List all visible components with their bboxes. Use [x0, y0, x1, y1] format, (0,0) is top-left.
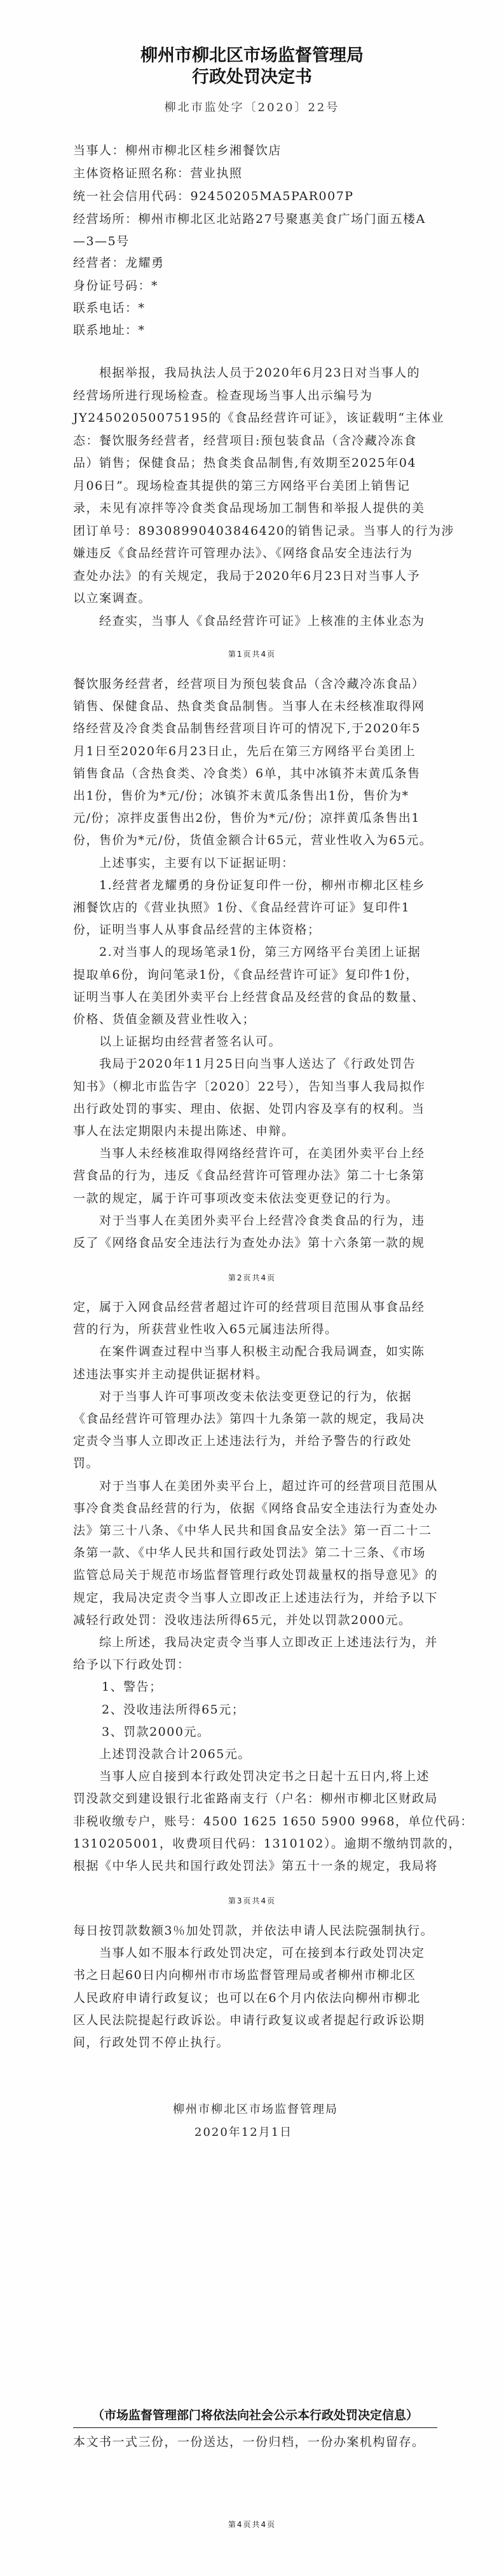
body-line: 定责令当事人立即改正上述违法行为，并给予警告的行政处 [73, 1434, 412, 1448]
party-field: 联系地址：* [73, 323, 146, 337]
body-line: 给予以下行政处罚： [73, 1658, 191, 1672]
body-line: 根据《中华人民共和国行政处罚法》第五十一条的规定，我局将 [73, 1859, 439, 1873]
body-line: 月06日”。现场检查其提供的第三方网络平台美团上销售记 [73, 479, 411, 493]
body-line: 态：餐饮服务经营者，经营项目:预包装食品（含冷藏冷冻食 [73, 434, 417, 448]
body-line: 份，售价为*元/份，货值金额合计65元，营业性收入为65元。 [73, 833, 433, 847]
page-footer-2: 第2页共4页 [228, 1273, 276, 1282]
body-line: 《食品经营许可管理办法》第四十九条第一款的规定，我局决 [73, 1412, 425, 1426]
body-line: 对于当事人在美团外卖平台上经营冷食类食品的行为，违 [99, 1214, 425, 1228]
body-line: 2.对当事人的现场笔录1份，第三方网络平台美团上证据 [99, 945, 421, 959]
body-line: 3、罚款2000元。 [102, 1725, 210, 1739]
signature-date: 2020年12月1日 [194, 2126, 293, 2139]
body-line: 区人民法院提起行政诉讼。申请行政复议或者提起行政诉讼期 [73, 2013, 425, 2027]
body-line: 录，未见有凉拌等冷食类食品现场加工制售和举报人提供的美 [73, 501, 425, 515]
copies-note: 本文书一式三份，一份送达，一份归档，一份办案机构留存。 [73, 2435, 425, 2449]
body-line: 销售食品（含热食类、冷食类）6单，其中冰镇芥末黄瓜条售 [73, 767, 421, 781]
body-line: 减轻行政处罚：没收违法所得65元，并处以罚款2000元。 [73, 1613, 412, 1627]
body-line: 根据举报，我局执法人员于2020年6月23日对当事人的 [99, 366, 421, 380]
body-line: 非税收缴专户，账号：4500 1625 1650 5900 9968，单位代码： [73, 1815, 473, 1828]
title-agency: 柳州市柳北区市场监督管理局 [140, 46, 364, 65]
body-line: 团订单号：89308990403846420的销售记录。当事人的行为涉 [73, 524, 455, 538]
body-line: 当事人未经核准取得网络经营许可，在美团外卖平台上经 [99, 1146, 425, 1160]
body-line: 一款的规定，属于许可事项改变未依法变更登记的行为。 [73, 1191, 399, 1205]
body-line: 品）销售；保健食品；热食类食品制售,有效期至2025年04 [73, 456, 417, 470]
body-line: 我局于2020年11月25日向当事人送达了《行政处罚告 [99, 1057, 416, 1071]
party-field: 统一社会信用代码：92450205MA5PAR007P [73, 189, 354, 203]
body-line: 当事人如不服本行政处罚决定，可在接到本行政处罚决定 [99, 1946, 425, 1960]
body-line: 规定，我局决定责令当事人立即改正上述违法行为，并给予以下 [73, 1591, 439, 1605]
body-line: 罚。 [73, 1456, 100, 1470]
page-footer-3: 第3页共4页 [228, 1896, 276, 1905]
body-line: 出1份，售价为*元/份；冰镇芥末黄瓜条售出1份，售价为* [73, 789, 409, 803]
body-line: 提取单6份，询问笔录1份，《食品经营许可证》复印件1份， [73, 968, 419, 982]
party-field: 主体资格证照名称：营业执照 [73, 166, 243, 180]
body-line: 法》第三十八条、《中华人民共和国食品安全法》第一百二十二 [73, 1524, 432, 1538]
body-line: 餐饮服务经营者，经营项目为预包装食品（含冷藏冷冻食品） [73, 677, 425, 691]
body-line: 知书》（柳北市监告字〔2020〕22号），告知当事人我局拟作 [73, 1080, 426, 1094]
body-line: 对于当事人许可事项改变未依法变更登记的行为，依据 [99, 1390, 412, 1404]
body-line: 间，行政处罚不停止执行。 [73, 2036, 230, 2049]
body-line: 湘餐饮店的《营业执照》1份、《食品经营许可证》复印件1 [73, 901, 411, 915]
body-line: 上述罚没款合计2065元。 [99, 1747, 251, 1761]
body-line: 营的行为，所获营业性收入65元属违法所得。 [73, 1322, 338, 1336]
body-line: 出行政处罚的事实、理由、依据、处罚内容及享有的权利。当 [73, 1102, 425, 1116]
body-line: 查处办法》的有关规定，我局于2020年6月23日对当事人予 [73, 569, 421, 583]
body-line: 对于当事人在美团外卖平台上，超过许可的经营项目范围从 [99, 1479, 439, 1493]
body-line: 事冷食类食品经营的行为，依据《网络食品安全违法行为查处办 [73, 1501, 439, 1515]
body-line: 元/份；凉拌皮蛋售出2份，售价为*元/份；凉拌黄瓜条售出1 [73, 811, 420, 825]
body-line: 嫌违反《食品经营许可管理办法》、《网络食品安全违法行为 [73, 546, 413, 560]
body-line: 在案件调查过程中当事人积极主动配合我局调查，如实陈 [99, 1345, 425, 1358]
body-line: 监管总局关于规范市场监督管理行政处罚裁量权的指导意见》的 [73, 1568, 439, 1582]
body-line: 价格、货值金额及营业性收入； [73, 1012, 256, 1026]
body-line: 上述事实，主要有以下证据证明： [99, 856, 295, 870]
body-line: 2、没收违法所得65元； [102, 1703, 245, 1717]
body-line: 事人在法定期限内未提出陈述、申辩。 [73, 1124, 295, 1138]
body-line: 1310205001，收费项目代码：1310102）。逾期不缴纳罚款的， [73, 1837, 462, 1851]
body-line: 每日按罚款数额3％加处罚款，并依法申请人民法院强制执行。 [73, 1924, 434, 1938]
body-line: 经查实，当事人《食品经营许可证》上核准的主体业态为 [99, 614, 425, 628]
body-line: 证明当事人在美团外卖平台上经营食品及经营的食品的数量、 [73, 990, 425, 1004]
body-line: 营食品的行为，违反《食品经营许可管理办法》第二十七条第 [73, 1169, 425, 1183]
party-field: 当事人：柳州市柳北区桂乡湘餐饮店 [73, 144, 282, 158]
party-field: 经营者：龙耀勇 [73, 256, 165, 270]
document-number: 柳北市监处字〔2020〕22号 [164, 101, 340, 114]
body-line: 1.经营者龙耀勇的身份证复印件一份，柳州市柳北区桂乡 [99, 878, 426, 892]
party-field: 联系电话：* [73, 301, 146, 315]
body-line: 综上所述，我局决定责令当事人立即改正上述违法行为，并 [99, 1635, 439, 1649]
body-line: 经营场所进行现场检查。检查现场当事人出示编号为 [73, 389, 373, 403]
party-field: —3—5号 [73, 234, 130, 248]
divider-rule [73, 2427, 437, 2428]
body-line: 反了《网络食品安全违法行为查处办法》第十六条第一款的规 [73, 1236, 425, 1250]
party-field: 经营场所：柳州市柳北区北站路27号聚惠美食广场门面五楼A [73, 212, 426, 226]
page-footer-4: 第4页共4页 [228, 2520, 276, 2529]
title-doc-type: 行政处罚决定书 [192, 67, 312, 87]
body-line: 以上证据均由经营者签名认可。 [99, 1035, 282, 1049]
body-line: 书之日起60日内向柳州市市场监督管理局或者柳州市柳北区 [73, 1968, 416, 1982]
body-line: 1、警告； [102, 1680, 163, 1694]
body-line: 条第一款、《中华人民共和国行政处罚法》第二十三条、《市场 [73, 1546, 426, 1560]
signature-agency: 柳州市柳北区市场监督管理局 [173, 2103, 338, 2116]
party-field: 身份证号码：* [73, 279, 159, 293]
body-line: 当事人应自接到本行政处罚决定书之日起十五日内,将上述 [99, 1769, 430, 1783]
body-line: 述违法事实并主动提供证据材料。 [73, 1367, 269, 1381]
body-line: 以立案调查。 [73, 591, 152, 605]
publicity-notice: （市场监督管理部门将依法向社会公示本行政处罚决定信息） [92, 2408, 418, 2422]
page-footer-1: 第1页共4页 [228, 650, 276, 659]
body-line: 定，属于入网食品经营者超过许可的经营项目范围从事食品经 [73, 1300, 425, 1314]
body-line: 月1日至2020年6月23日止，先后在第三方网络平台美团上 [73, 744, 416, 758]
body-line: 销售、保健食品、热食类食品制售。当事人在未经核准取得网 [73, 699, 425, 713]
body-line: 罚没款交到建设银行北雀路南支行（户名：柳州市柳北区财政局 [73, 1792, 439, 1806]
body-line: 人民政府申请行政复议；也可以在6个月内依法向柳州市柳北 [73, 1991, 421, 2005]
body-line: 份，证明当事人从事食品经营的主体资格； [73, 923, 321, 937]
body-line: JY24502050075195的《食品经营许可证》，该证载明“主体业 [73, 411, 445, 425]
body-line: 络经营及冷食类食品制售经营项目许可的情况下,于2020年5 [73, 721, 421, 735]
